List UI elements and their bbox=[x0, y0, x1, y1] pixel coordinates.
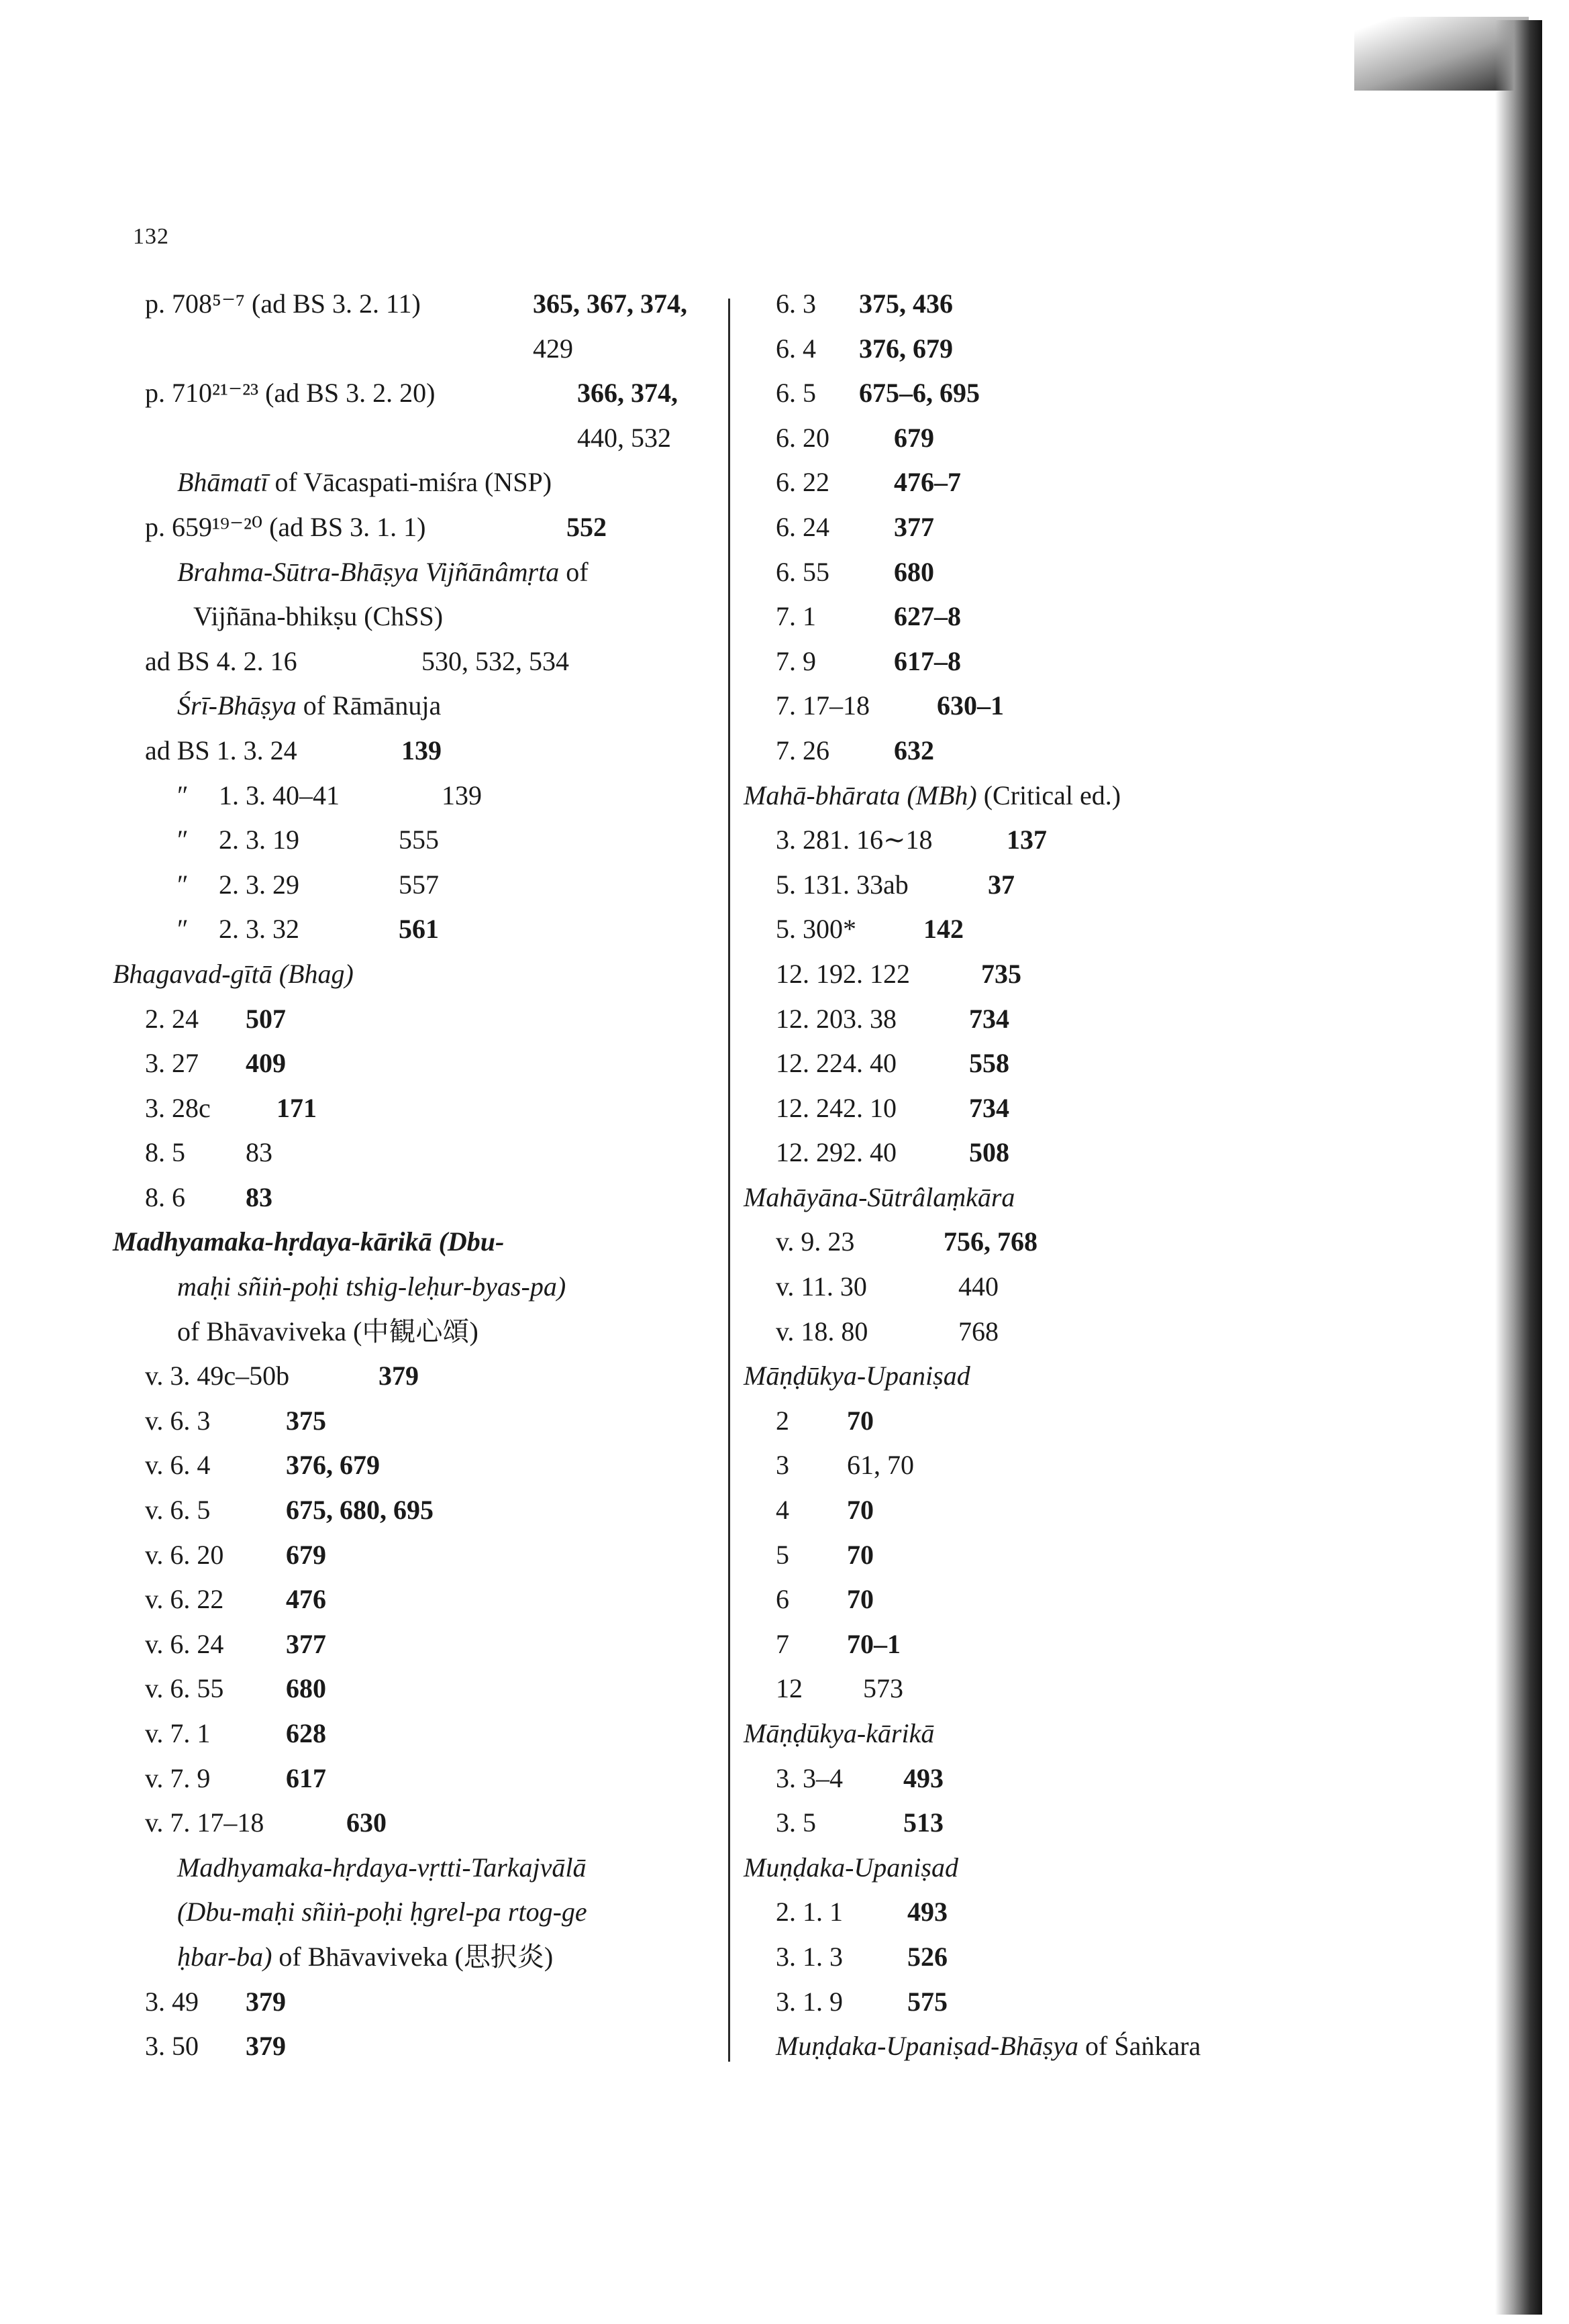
index-line bbox=[113, 1086, 717, 1131]
entry-ref: v. 11. 30 bbox=[776, 1271, 867, 1302]
entry-ref: 12. 224. 40 bbox=[776, 1048, 897, 1079]
index-line bbox=[113, 1488, 717, 1533]
index-line bbox=[744, 863, 1361, 908]
page-refs: 70 bbox=[847, 1539, 874, 1570]
entry-ref: 12. 292. 40 bbox=[776, 1137, 897, 1168]
entry-ref: v. 18. 80 bbox=[776, 1316, 868, 1346]
index-line bbox=[113, 729, 717, 774]
index-line bbox=[113, 1756, 717, 1801]
page-refs: 734 bbox=[969, 1092, 1009, 1123]
right-column bbox=[744, 282, 1361, 2069]
entry-text: of bbox=[559, 556, 589, 587]
index-line bbox=[113, 952, 717, 997]
entry-text: of Rāmānuja bbox=[296, 690, 442, 721]
page-refs: 379 bbox=[246, 1986, 286, 2017]
index-line bbox=[113, 2024, 717, 2069]
index-line bbox=[744, 327, 1361, 372]
page-refs: 679 bbox=[894, 422, 934, 453]
page-refs: 409 bbox=[246, 1048, 286, 1079]
index-line bbox=[744, 684, 1361, 729]
work-title: (Dbu-maḥi sñiṅ-poḥi ḥgrel-pa rtog-ge bbox=[177, 1897, 587, 1927]
entry-ref: 5. 131. 33ab bbox=[776, 869, 909, 900]
page-refs: 561 bbox=[399, 914, 439, 945]
entry-text: p. 659¹⁹⁻²⁰ (ad BS 3. 1. 1) bbox=[145, 511, 426, 542]
page-refs: 768 bbox=[958, 1316, 999, 1346]
page-refs: 376, 679 bbox=[859, 333, 953, 364]
entry-ref: 3. 28c bbox=[145, 1092, 211, 1123]
page-refs: 83 bbox=[246, 1137, 272, 1168]
index-line bbox=[744, 1980, 1361, 2025]
entry-ref: 6. 55 bbox=[776, 556, 829, 587]
page-refs: 365, 367, 374, bbox=[533, 288, 687, 319]
entry-ref: 7 bbox=[776, 1628, 789, 1659]
index-line bbox=[113, 327, 717, 372]
entry-text: 1. 3. 40–41 bbox=[219, 780, 340, 810]
index-line bbox=[113, 1622, 717, 1667]
page-refs: 735 bbox=[981, 958, 1021, 989]
page-refs: 139 bbox=[442, 780, 482, 810]
index-line bbox=[113, 1310, 717, 1355]
index-line bbox=[744, 1399, 1361, 1444]
entry-ref: 3. 49 bbox=[145, 1986, 199, 2017]
index-line bbox=[113, 282, 717, 327]
index-line bbox=[744, 1086, 1361, 1131]
index-line bbox=[744, 1310, 1361, 1355]
index-line bbox=[113, 1667, 717, 1711]
index-line bbox=[113, 1890, 717, 1935]
entry-ref: v. 9. 23 bbox=[776, 1226, 855, 1257]
page-refs: 628 bbox=[286, 1718, 326, 1748]
index-line bbox=[113, 1846, 717, 1891]
page-number: 132 bbox=[133, 224, 169, 249]
entry-text: 2. 3. 29 bbox=[219, 869, 299, 900]
index-line bbox=[113, 1130, 717, 1175]
page-refs: 376, 679 bbox=[286, 1450, 380, 1481]
page-refs: 83 bbox=[246, 1181, 272, 1212]
page-refs: 573 bbox=[863, 1673, 903, 1704]
page-refs: 557 bbox=[399, 869, 439, 900]
page-refs: 61, 70 bbox=[847, 1450, 914, 1481]
page-refs: 555 bbox=[399, 825, 439, 855]
entry-ref: 6. 22 bbox=[776, 467, 829, 498]
work-title: Muṇḍaka-Upaniṣad bbox=[744, 1852, 958, 1883]
index-line bbox=[113, 1577, 717, 1622]
index-line bbox=[744, 1220, 1361, 1265]
work-title: Madhyamaka-hṛdaya-vṛtti-Tarkajvālā bbox=[177, 1852, 587, 1883]
entry-ref: v. 6. 3 bbox=[145, 1405, 211, 1436]
index-line bbox=[744, 1711, 1361, 1756]
index-line bbox=[113, 594, 717, 639]
index-line bbox=[744, 907, 1361, 952]
page-refs: 375, 436 bbox=[859, 288, 953, 319]
index-line bbox=[744, 282, 1361, 327]
page-refs: 756, 768 bbox=[944, 1226, 1037, 1257]
entry-text: Vijñāna-bhikṣu (ChSS) bbox=[193, 601, 444, 632]
entry-ref: v. 6. 55 bbox=[145, 1673, 224, 1704]
index-line bbox=[744, 1041, 1361, 1086]
index-line bbox=[113, 1935, 717, 1980]
index-line bbox=[744, 1265, 1361, 1310]
page-refs: 171 bbox=[276, 1092, 317, 1123]
page-refs: 377 bbox=[286, 1628, 326, 1659]
page-binding-edge bbox=[1495, 20, 1542, 2315]
index-line bbox=[113, 550, 717, 595]
index-line bbox=[744, 1175, 1361, 1220]
entry-ref: 6. 20 bbox=[776, 422, 829, 453]
entry-ref: 4 bbox=[776, 1495, 789, 1526]
entry-ref: 6 bbox=[776, 1584, 789, 1615]
work-title: Māṇḍūkya-kārikā bbox=[744, 1718, 935, 1748]
entry-ref: 8. 5 bbox=[145, 1137, 185, 1168]
entry-ref: v. 6. 20 bbox=[145, 1539, 224, 1570]
index-line bbox=[744, 460, 1361, 505]
work-title: Śrī-Bhāṣya bbox=[177, 690, 297, 721]
page-refs: 440, 532 bbox=[577, 422, 671, 453]
index-line bbox=[113, 1041, 717, 1086]
page-refs: 429 bbox=[533, 333, 573, 364]
index-line bbox=[113, 460, 717, 505]
entry-ref: 12. 203. 38 bbox=[776, 1003, 897, 1034]
index-line bbox=[113, 371, 717, 416]
page-refs: 379 bbox=[378, 1361, 419, 1391]
page-refs: 630–1 bbox=[937, 690, 1004, 721]
left-column bbox=[113, 282, 717, 2069]
index-line bbox=[113, 416, 717, 461]
page-refs: 530, 532, 534 bbox=[421, 645, 569, 676]
index-line bbox=[744, 416, 1361, 461]
page-refs: 493 bbox=[907, 1897, 948, 1927]
work-title: Bhāmatī bbox=[177, 467, 268, 498]
index-line bbox=[744, 1130, 1361, 1175]
index-line bbox=[744, 1533, 1361, 1578]
entry-text: 2. 3. 32 bbox=[219, 914, 299, 945]
entry-ref: 3. 5 bbox=[776, 1807, 816, 1838]
index-line bbox=[744, 952, 1361, 997]
entry-ref: 6. 5 bbox=[776, 378, 816, 409]
index-line bbox=[744, 1488, 1361, 1533]
index-line bbox=[113, 774, 717, 818]
index-line bbox=[113, 818, 717, 863]
page-refs: 375 bbox=[286, 1405, 326, 1436]
index-line bbox=[744, 371, 1361, 416]
entry-text: p. 708⁵⁻⁷ (ad BS 3. 2. 11) bbox=[145, 288, 421, 319]
page-refs: 70–1 bbox=[847, 1628, 901, 1659]
entry-ref: 12 bbox=[776, 1673, 803, 1704]
index-line bbox=[113, 907, 717, 952]
index-line bbox=[744, 1622, 1361, 1667]
work-title: Māṇḍūkya-Upaniṣad bbox=[744, 1361, 970, 1391]
page-refs: 139 bbox=[401, 735, 442, 765]
column-divider bbox=[728, 299, 730, 2062]
page-refs: 70 bbox=[847, 1495, 874, 1526]
index-line bbox=[744, 729, 1361, 774]
index-line bbox=[113, 1175, 717, 1220]
index-line bbox=[744, 2024, 1361, 2069]
index-line bbox=[113, 1443, 717, 1488]
entry-text: ad BS 1. 3. 24 bbox=[145, 735, 297, 765]
page-refs: 366, 374, bbox=[577, 378, 678, 409]
entry-ref: 12. 242. 10 bbox=[776, 1092, 897, 1123]
entry-ref: 2. 24 bbox=[145, 1003, 199, 1034]
page-refs: 630 bbox=[346, 1807, 387, 1838]
entry-ref: v. 3. 49c–50b bbox=[145, 1361, 290, 1391]
entry-ref: v. 6. 5 bbox=[145, 1495, 211, 1526]
entry-ref: 7. 9 bbox=[776, 645, 816, 676]
entry-ref: 3. 281. 16∼18 bbox=[776, 825, 933, 855]
index-line bbox=[113, 997, 717, 1042]
index-line bbox=[113, 1711, 717, 1756]
work-title: Muṇḍaka-Upaniṣad-Bhāṣya bbox=[776, 2031, 1079, 2062]
page-refs: 379 bbox=[246, 2031, 286, 2062]
work-title: Madhyamaka-hṛdaya-kārikā (Dbu- bbox=[113, 1226, 505, 1257]
page-refs: 137 bbox=[1007, 825, 1047, 855]
entry-ref: 3 bbox=[776, 1450, 789, 1481]
index-line bbox=[744, 550, 1361, 595]
index-line bbox=[744, 594, 1361, 639]
page-refs: 680 bbox=[894, 556, 934, 587]
entry-ref: 12. 192. 122 bbox=[776, 958, 910, 989]
page-refs: 440 bbox=[958, 1271, 999, 1302]
entry-text: of Śaṅkara bbox=[1078, 2031, 1201, 2062]
page-refs: 558 bbox=[969, 1048, 1009, 1079]
index-line bbox=[113, 1399, 717, 1444]
entry-ref: v. 6. 24 bbox=[145, 1628, 224, 1659]
entry-ref: v. 7. 17–18 bbox=[145, 1807, 264, 1838]
index-line bbox=[744, 1935, 1361, 1980]
page-refs: 70 bbox=[847, 1584, 874, 1615]
work-title: ḥbar-ba) bbox=[177, 1941, 272, 1972]
page-refs: 632 bbox=[894, 735, 934, 765]
page-refs: 734 bbox=[969, 1003, 1009, 1034]
page-refs: 617 bbox=[286, 1762, 326, 1793]
index-line bbox=[744, 774, 1361, 818]
entry-text: of Bhāvaviveka (思択炎) bbox=[272, 1941, 554, 1972]
entry-ref: 3. 50 bbox=[145, 2031, 199, 2062]
page-refs: 70 bbox=[847, 1405, 874, 1436]
entry-ref: v. 6. 22 bbox=[145, 1584, 224, 1615]
page-refs: 675–6, 695 bbox=[859, 378, 980, 409]
entry-ref: 6. 24 bbox=[776, 511, 829, 542]
page-refs: 493 bbox=[903, 1762, 944, 1793]
entry-ref: 3. 3–4 bbox=[776, 1762, 843, 1793]
work-title: maḥi sñiṅ-poḥi tshig-leḥur-byas-pa) bbox=[177, 1271, 566, 1302]
entry-ref: 2 bbox=[776, 1405, 789, 1436]
entry-text: p. 710²¹⁻²³ (ad BS 3. 2. 20) bbox=[145, 378, 436, 409]
entry-ref: 7. 17–18 bbox=[776, 690, 870, 721]
index-line bbox=[113, 1265, 717, 1310]
index-line bbox=[744, 1443, 1361, 1488]
page-refs: 507 bbox=[246, 1003, 286, 1034]
entry-ref: 8. 6 bbox=[145, 1181, 185, 1212]
index-line bbox=[744, 505, 1361, 550]
work-title: Bhagavad-gītā (Bhag) bbox=[113, 958, 354, 989]
index-line bbox=[744, 818, 1361, 863]
entry-ref: 7. 26 bbox=[776, 735, 829, 765]
index-line bbox=[744, 997, 1361, 1042]
ditto-mark: ″ bbox=[177, 780, 189, 810]
page-refs: 617–8 bbox=[894, 645, 961, 676]
entry-text: ad BS 4. 2. 16 bbox=[145, 645, 297, 676]
index-line bbox=[113, 1801, 717, 1846]
page-refs: 575 bbox=[907, 1986, 948, 2017]
page-refs: 476–7 bbox=[894, 467, 961, 498]
page-refs: 680 bbox=[286, 1673, 326, 1704]
index-line bbox=[113, 1220, 717, 1265]
entry-ref: 5 bbox=[776, 1539, 789, 1570]
work-title: Brahma-Sūtra-Bhāṣya Vijñānâmṛta bbox=[177, 556, 560, 587]
entry-ref: 6. 4 bbox=[776, 333, 816, 364]
entry-ref: v. 6. 4 bbox=[145, 1450, 211, 1481]
entry-text: (Critical ed.) bbox=[976, 780, 1121, 810]
work-title: Mahā-bhārata (MBh) bbox=[744, 780, 977, 810]
page-refs: 142 bbox=[923, 914, 964, 945]
entry-text: of Bhāvaviveka (中観心頌) bbox=[177, 1316, 478, 1346]
index-line bbox=[744, 1577, 1361, 1622]
ditto-mark: ″ bbox=[177, 825, 189, 855]
entry-text: 2. 3. 19 bbox=[219, 825, 299, 855]
page-refs: 377 bbox=[894, 511, 934, 542]
entry-ref: 7. 1 bbox=[776, 601, 816, 632]
entry-ref: 5. 300* bbox=[776, 914, 856, 945]
page-refs: 679 bbox=[286, 1539, 326, 1570]
entry-ref: v. 7. 1 bbox=[145, 1718, 211, 1748]
index-line bbox=[113, 1980, 717, 2025]
index-line bbox=[744, 1801, 1361, 1846]
index-line bbox=[113, 1354, 717, 1399]
entry-ref: v. 7. 9 bbox=[145, 1762, 211, 1793]
entry-text: of Vācaspati-miśra (NSP) bbox=[268, 467, 552, 498]
entry-ref: 6. 3 bbox=[776, 288, 816, 319]
index-line bbox=[744, 1846, 1361, 1891]
index-line bbox=[113, 505, 717, 550]
entry-ref: 3. 27 bbox=[145, 1048, 199, 1079]
work-title: Mahāyāna-Sūtrâlaṃkāra bbox=[744, 1181, 1015, 1212]
index-line bbox=[744, 1667, 1361, 1711]
page-refs: 675, 680, 695 bbox=[286, 1495, 434, 1526]
entry-ref: 3. 1. 9 bbox=[776, 1986, 843, 2017]
index-line bbox=[744, 1756, 1361, 1801]
page-refs: 552 bbox=[566, 511, 607, 542]
entry-ref: 2. 1. 1 bbox=[776, 1897, 843, 1927]
index-line bbox=[744, 1354, 1361, 1399]
page-refs: 476 bbox=[286, 1584, 326, 1615]
page-refs: 513 bbox=[903, 1807, 944, 1838]
index-line bbox=[113, 639, 717, 684]
page-refs: 627–8 bbox=[894, 601, 961, 632]
entry-ref: 3. 1. 3 bbox=[776, 1941, 843, 1972]
index-line bbox=[744, 639, 1361, 684]
ditto-mark: ″ bbox=[177, 869, 189, 900]
page-refs: 508 bbox=[969, 1137, 1009, 1168]
index-line bbox=[744, 1890, 1361, 1935]
ditto-mark: ″ bbox=[177, 914, 189, 945]
index-line bbox=[113, 684, 717, 729]
page-refs: 526 bbox=[907, 1941, 948, 1972]
page-refs: 37 bbox=[988, 869, 1015, 900]
index-line bbox=[113, 863, 717, 908]
index-line bbox=[113, 1533, 717, 1578]
